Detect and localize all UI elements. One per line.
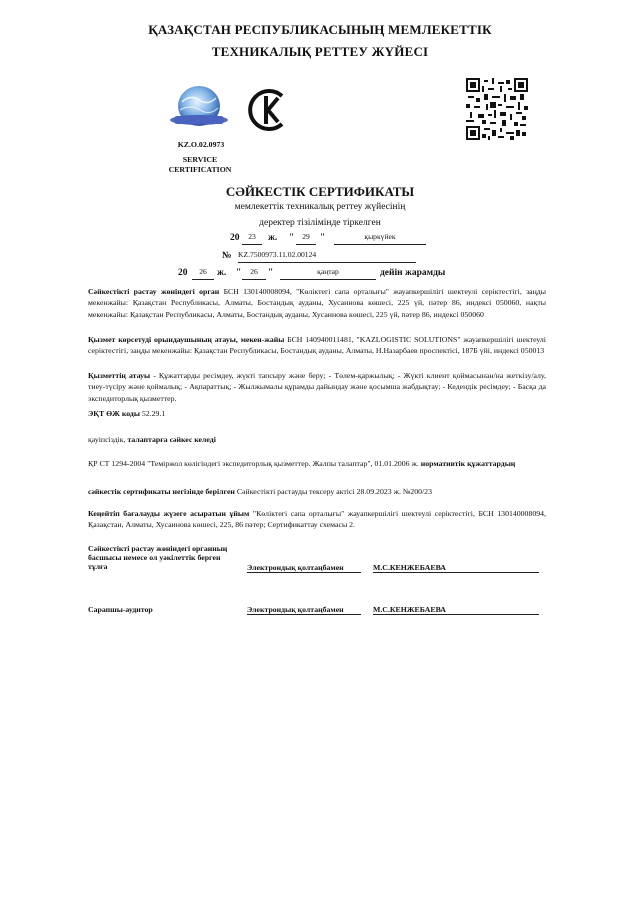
basis-section — [88, 486, 546, 497]
certification-body-section — [88, 286, 546, 320]
head-signatory-name: М.С.КЕНЖЕБАЕВА — [373, 563, 539, 573]
head-signatory-line-1: Сәйкестікті растау жөніндегі органның — [88, 544, 228, 553]
head-sign-method: Электрондық қолтаңбамен — [247, 563, 361, 573]
certificate-title: СӘЙКЕСТІК СЕРТИФИКАТЫ — [225, 184, 415, 199]
valid-suffix: дейін жарамды — [380, 268, 446, 278]
valid-quote-open: " — [236, 268, 242, 278]
activity-code-section — [88, 408, 546, 419]
safety-bold: талаптарға сәйкес келеді — [127, 435, 216, 444]
basis-text: Сәйкестікті растауды тексеру актісі 28.09.2023 ж. №200/23 — [236, 487, 432, 496]
quote-close: " — [320, 233, 326, 243]
valid-year: 26 — [192, 267, 214, 280]
service-provider-section — [88, 334, 546, 357]
service-provider-text: БСН 140940011481, "KAZLOGISTIC SOLUTIONS" жауапкершілігі шектеулі серіктестігі, заңды мекенжайы: Қазақстан Республикасы, Бостандық ауданы, Алматы, Н.Назарбаев проспектісі, 187Б үйі, индексі 050013 — [88, 335, 546, 356]
conformity-mark-icon — [244, 86, 292, 134]
scheme-label: Кеңейтіп бағалауды жүзеге асыратын ұйым — [88, 509, 250, 518]
certification-body-text: БСН 130140008094, "Көліктегі сапа орталығы" жауапкершілігі шектеулі серіктестігі, заңды мекенжайы: Қазақстан Республикасы, Алматы, Бостандық ауданы, Хусаинова көшесі, 225 үй, пәтер 86, индексі 050060, нақты мекенжайы: Қазақстан Республикасы, Алматы, Бостандық ауданы, Хусаинова көшесі, 225 үй, пәтер 86, индексі 050060 — [88, 287, 547, 319]
scheme-section — [88, 508, 546, 531]
number-label: № — [222, 251, 232, 261]
header-line-1: ҚАЗАҚСТАН РЕСПУБЛИКАСЫНЫҢ МЕМЛЕКЕТТІК — [148, 22, 492, 37]
standard-section — [88, 458, 546, 469]
certificate-subtitle-1: мемлекеттік техникалық реттеу жүйесінің — [234, 202, 406, 212]
auditor-label: Сарапшы-аудитор — [88, 605, 153, 614]
standard-bold: нормативтік құжаттардың — [420, 459, 516, 468]
service-name-section — [88, 370, 546, 404]
year-suffix: ж. — [268, 233, 278, 243]
certification-body-label: Сәйкестікті растау жөніндегі орган — [88, 287, 220, 296]
valid-year-suffix: ж. — [217, 268, 227, 278]
basis-label: сәйкестік сертификаты негізінде берілген — [88, 487, 235, 496]
activity-code-value: 52.29.1 — [141, 409, 166, 418]
certificate-number: KZ.7500973.11.02.00124 — [238, 250, 416, 263]
valid-month: қаңтар — [280, 267, 376, 280]
scheme-text: "Көліктегі сапа орталығы" жауапкершілігі шектеулі серіктестігі, БСН 130140008094, Қазақстан, Алматы, Хусаинова көшесі, 225, 86 пәтер; Сертификаттау схемасы 2. — [88, 509, 546, 530]
issue-month: қыркүйек — [334, 232, 426, 245]
safety-text: қауіпсіздік, — [88, 435, 126, 444]
accreditation-logo-icon — [168, 84, 230, 134]
service-label-2: CERTIFICATION — [168, 165, 232, 174]
valid-century: 20 — [178, 268, 188, 278]
issue-year: 23 — [242, 232, 262, 245]
standard-text: ҚР СТ 1294-2004 "Темiржол көлігіндегі экспедиторлық қызметтер. Жалпы талаптар", 01.01.2006 ж. — [88, 459, 419, 468]
service-label-1: SERVICE — [182, 155, 218, 164]
quote-open: " — [289, 233, 295, 243]
issue-day: 29 — [296, 232, 316, 245]
auditor-sign-method: Электрондық қолтаңбамен — [247, 605, 361, 615]
service-name-label: Қызметтің атауы — [88, 371, 151, 380]
qr-code-icon — [466, 78, 528, 140]
header-line-2: ТЕХНИКАЛЫҚ РЕТТЕУ ЖҮЙЕСІ — [211, 44, 429, 59]
certificate-subtitle-2: деректер тізілімінде тіркелген — [259, 218, 381, 228]
accreditation-number: KZ.O.02.0973 — [177, 140, 225, 149]
valid-day: 26 — [242, 267, 266, 280]
auditor-name: М.С.КЕНЖЕБАЕВА — [373, 605, 539, 615]
service-name-text: - Құжаттарды ресімдеу, жүкті тапсыру және беру; - Төлем-қаржылық; - Жүкті клиент қоймасынан/на жеткізу/алу, тиеу-түсіру және қоймалық; - Ақпараттық; - Жылжымалы құрамды дайындау және қосымша жабдықтау; - Кедендік ресімдеу; - Басқа да экспедиторлық қызметтер. — [88, 371, 546, 403]
issue-century: 20 — [230, 233, 240, 243]
safety-section — [88, 434, 546, 445]
service-provider-label: Қызмет көрсетуді орындаушының атауы, мекен-жайы — [88, 335, 285, 344]
head-signatory-label — [88, 544, 248, 571]
valid-quote-close: " — [268, 268, 274, 278]
head-signatory-line-2: басшысы немесе ол уәкілеттік берген — [88, 553, 221, 562]
head-signatory-line-3: тұлға — [88, 562, 108, 571]
activity-code-label: ЭҚТ ӨЖ коды — [88, 409, 140, 418]
